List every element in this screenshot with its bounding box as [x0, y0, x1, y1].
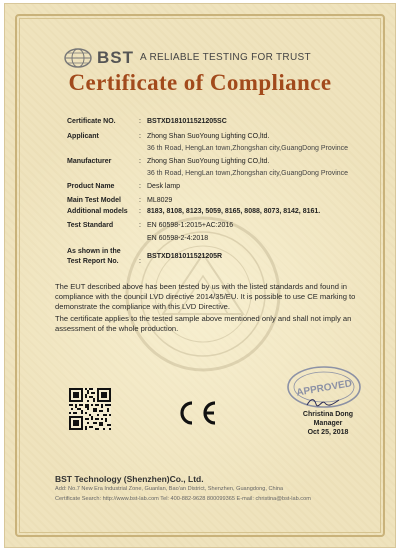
qr-code-icon	[69, 388, 111, 430]
company-contact: Certificate Search: http://www.bst-lab.com Tel: 400-882-9628 800099365 E-mail: christina@bst-lab.com	[55, 496, 311, 502]
signature-icon	[305, 396, 341, 408]
field-value: EN 60598-1:2015+AC:2016	[147, 222, 234, 229]
certificate: BST A RELIABLE TESTING FOR TRUST Certificate of Compliance Certificate NO. : BSTXD181011521205SC Applicant : Zhong Shan SuoYoung Lighting CO,ltd. 36 th Road, HengLan town,Zhongshan city,GuangDong Province Manufacturer : Zhong Shan SuoYoung Lighting CO,ltd. 36 th Road, HengLan town,Zhongshan city,GuangDong Province Product Name : Desk lamp Main Test Model : ML8029 Additional models : 8183, 8108, 8123, 5059, 8165, 8088, 8073, 8142, 8161. Test Standard : EN 60598-1:2015+AC:2016 EN 60598-2-4:2018 As shown in the Test Report No. : BSTXD181011521205R The EUT described above has been tested by us with the listed standards and found in compliance with the council LVD directive 2014/35/EU. It is possible to use CE marking to demonstrate the compliance with this LVD Directive. The certificate applies to the tested sample above mentioned only and shall not imply an assessment of the whole production. APPROVED Christina Dong Manager Oct 25, 2018 BST Technology (Shenzhen)Co., Ltd. Add: No.7 New Era Industrial Zone, Guanlan, Bao'an District, Shenzhen, Guangdong, China Certificate Search: http://www.bst-lab.com Tel: 400-882-9628 800099365 E-mail: christina@bst-lab.com	[4, 3, 396, 548]
field-label: Additional models	[67, 208, 128, 215]
field-label: Main Test Model	[67, 197, 121, 204]
field-label: Certificate NO.	[67, 118, 116, 125]
field-value: EN 60598-2-4:2018	[147, 235, 209, 242]
field-value: 8183, 8108, 8123, 5059, 8165, 8088, 8073, 8142, 8161.	[147, 208, 321, 215]
field-value: BSTXD181011521205R	[147, 253, 223, 260]
field-value: Desk lamp	[147, 183, 181, 190]
field-label: As shown in the	[67, 248, 121, 255]
field-label: Test Report No.	[67, 258, 119, 265]
field-label: Applicant	[67, 133, 99, 140]
ce-mark-icon	[173, 400, 219, 426]
bst-logo-icon	[63, 47, 93, 69]
scope-statement: The certificate applies to the tested sample above mentioned only and shall not imply an assessment of the whole production.	[55, 314, 352, 333]
field-value: ML8029	[147, 197, 173, 204]
field-value: BSTXD181011521205SC	[147, 118, 227, 125]
field-value: Zhong Shan SuoYoung Lighting CO,ltd.	[147, 133, 270, 140]
brand-name: BST	[97, 48, 134, 67]
field-label: Test Standard	[67, 222, 114, 229]
company-address: Add: No.7 New Era Industrial Zone, Guanlan, Bao'an District, Shenzhen, Guangdong, China	[55, 486, 284, 492]
field-label: Product Name	[67, 183, 115, 190]
field-value: 36 th Road, HengLan town,Zhongshan city,GuangDong Province	[147, 145, 349, 152]
field-label: Manufacturer	[67, 158, 112, 165]
certificate-title: Certificate of Compliance	[68, 70, 332, 95]
company-name: BST Technology (Shenzhen)Co., Ltd.	[55, 474, 204, 484]
signer-role: Manager	[313, 420, 343, 427]
stamp-text: APPROVED	[295, 378, 353, 399]
field-value: 36 th Road, HengLan town,Zhongshan city,GuangDong Province	[147, 170, 349, 177]
compliance-statement: The EUT described above has been tested by us with the listed standards and found in compliance with the council LVD directive 2014/35/EU. It is possible to use CE marking to demonstrate the compliance with this LVD Directive.	[55, 282, 356, 311]
signer-name: Christina Dong	[302, 411, 354, 418]
brand-tagline: A RELIABLE TESTING FOR TRUST	[140, 52, 311, 63]
signer-date: Oct 25, 2018	[307, 429, 349, 436]
field-value: Zhong Shan SuoYoung Lighting CO,ltd.	[147, 158, 270, 165]
